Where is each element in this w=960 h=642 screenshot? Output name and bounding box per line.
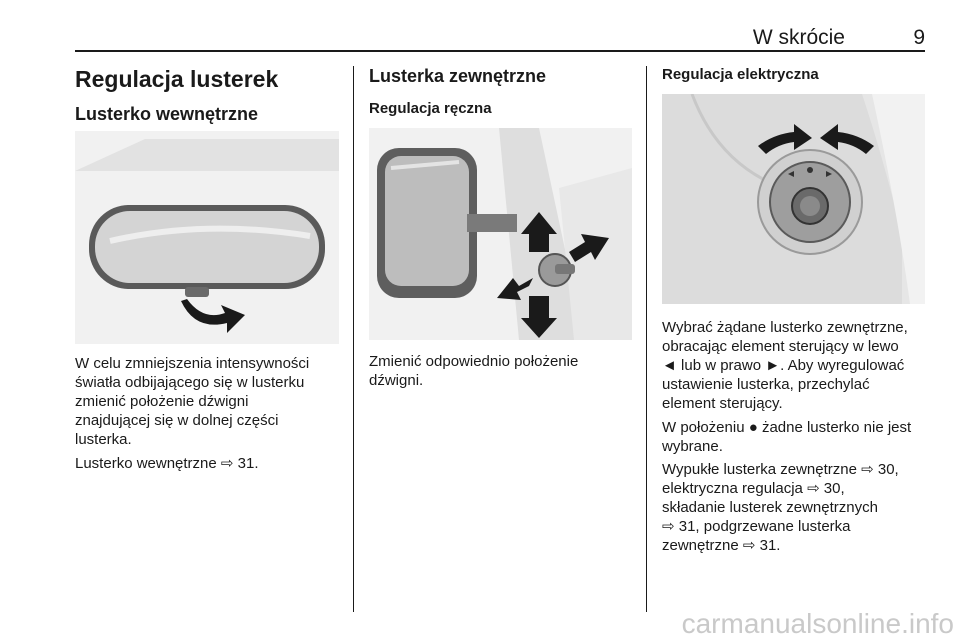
manual-adjust-figure [369, 128, 632, 340]
header-rule [75, 50, 925, 52]
section-title: Regulacja lusterek [75, 66, 279, 92]
paragraph-neutral-position: W położeniu ● żadne lusterko nie jest wybrane. [662, 419, 912, 455]
paragraph-manual: Zmienić odpowiednio położenie dźwigni. [369, 353, 579, 389]
subtitle-electric-adjust: Regulacja elektryczna [662, 66, 819, 83]
electric-adjust-figure [662, 94, 925, 304]
column-divider-2 [646, 66, 647, 612]
watermark: carmanualsonline.info [681, 608, 954, 639]
header-section-title: W skrócie [752, 26, 845, 49]
subtitle-exterior-mirrors: Lusterka zewnętrzne [369, 66, 547, 86]
paragraph-references: Wypukłe lusterka zewnętrzne ⇨ 30, elektryczna regulacja ⇨ 30, składanie lusterek zewnętrznych ⇨ 31, podgrzewane lusterka zewnętrzne ⇨ 31. [662, 461, 899, 554]
page-header [75, 26, 925, 52]
subtitle-interior-mirror: Lusterko wewnętrzne [75, 104, 259, 124]
page-number: 9 [913, 26, 925, 49]
interior-mirror-figure [75, 131, 339, 344]
column-divider-1 [353, 66, 354, 612]
subtitle-manual-adjust: Regulacja ręczna [369, 100, 492, 117]
paragraph-interior: W celu zmniejszenia intensywności światła odbijającego się w lusterku zmienić położenie dźwigni znajdującej się w dolnej części lusterka. [75, 355, 310, 448]
reference-interior-mirror: Lusterko wewnętrzne ⇨ 31. [75, 455, 259, 472]
paragraph-electric: Wybrać żądane lusterko zewnętrzne, obracając element sterujący w lewo ◄ lub w prawo ►. Aby wyregulować ustawienie lusterka, przechylać element sterujący. [662, 319, 908, 412]
